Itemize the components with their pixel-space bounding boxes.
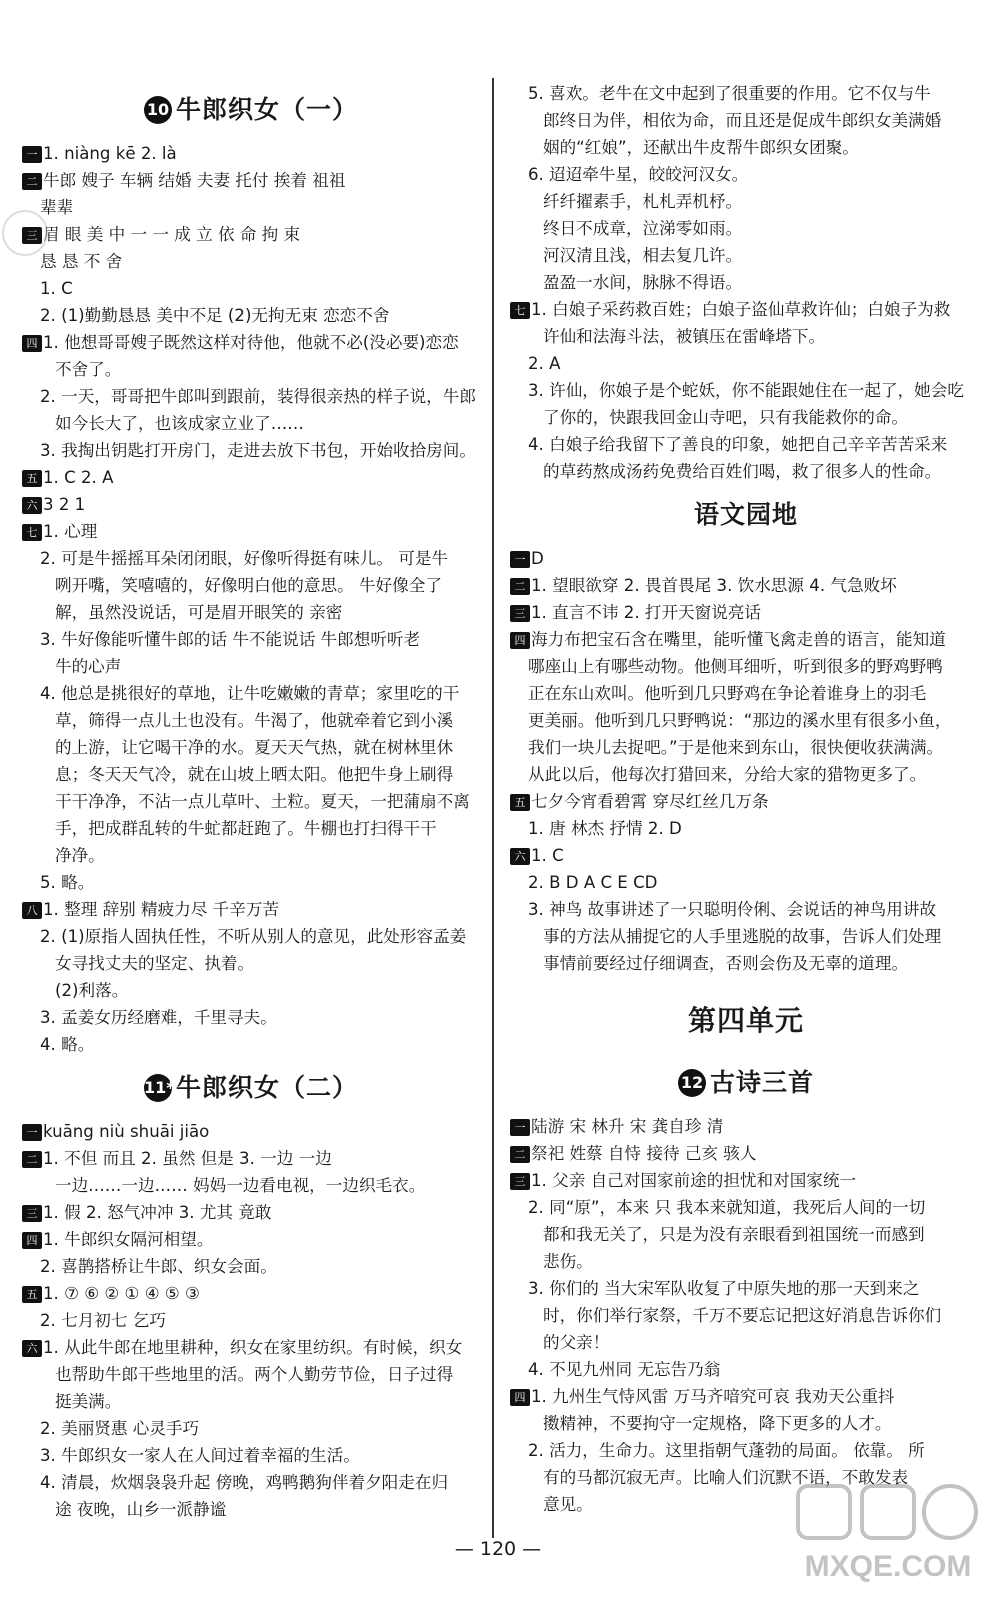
- answer-line: [22, 1496, 480, 1523]
- answer-line: [22, 1469, 480, 1496]
- section-title: [510, 495, 982, 531]
- answer-line: [22, 1388, 480, 1415]
- column-divider: [492, 78, 494, 1538]
- answer-text: 2. 七月初七 乞巧: [40, 1311, 166, 1330]
- question-group-marker: 四: [22, 1232, 42, 1249]
- answer-line: [22, 194, 480, 221]
- answer-line: [22, 1118, 480, 1145]
- answer-text: 事的方法从捕捉它的人手里逃脱的故事，告诉人们处理: [543, 927, 942, 946]
- answer-line: [22, 707, 480, 734]
- answer-text: 祭祀 姓蔡 自恃 接待 己亥 骇人: [531, 1144, 757, 1163]
- answer-line: [510, 350, 982, 377]
- answer-line: [22, 1199, 480, 1226]
- answer-line: [22, 221, 480, 248]
- answer-text: 手，把成群乱转的牛虻都赶跑了。牛棚也打扫得干干: [55, 819, 437, 838]
- question-group-marker: 一: [22, 146, 42, 163]
- answer-line: [22, 680, 480, 707]
- answer-line: [510, 458, 982, 485]
- answer-line: [510, 680, 982, 707]
- answer-text: 我们一块儿去捉吧。”于是他来到东山，很快便收获满满。: [528, 738, 944, 757]
- answer-text: kuāng niù shuāi jiāo: [43, 1122, 210, 1141]
- answer-line: [22, 1253, 480, 1280]
- answer-line: [22, 275, 480, 302]
- answer-line: [510, 1113, 982, 1140]
- answer-text: 2. 可是牛摇摇耳朵闭闭眼，好像听得挺有味儿。 可是牛: [40, 549, 449, 568]
- question-group-marker: 一: [22, 1124, 42, 1141]
- answer-line: [22, 1172, 480, 1199]
- answer-line: [22, 545, 480, 572]
- answer-text: 2. 喜鹊搭桥让牛郎、织女会面。: [40, 1257, 277, 1276]
- answer-line: [22, 1145, 480, 1172]
- question-group-marker: 三: [22, 227, 42, 244]
- answer-text: 净净。: [55, 846, 105, 865]
- answer-line: [510, 1248, 982, 1275]
- answer-text: 正在东山欢叫。他听到几只野鸡在争论着谁身上的羽毛: [528, 684, 927, 703]
- question-group-marker: 一: [510, 551, 530, 568]
- answer-text: 1. ⑦ ⑥ ② ① ④ ⑤ ③: [43, 1284, 200, 1303]
- answer-line: [510, 896, 982, 923]
- answer-text: 1. 望眼欲穿 2. 畏首畏尾 3. 饮水思源 4. 气急败坏: [531, 576, 897, 595]
- answer-line: [22, 140, 480, 167]
- answer-line: [22, 869, 480, 896]
- answer-line: [22, 599, 480, 626]
- answer-line: [510, 323, 982, 350]
- answer-line: [22, 626, 480, 653]
- right-column: [510, 80, 982, 1518]
- answer-text: 1. 唐 林杰 抒情 2. D: [528, 819, 682, 838]
- watermark-text: MXQE.COM: [804, 1550, 972, 1583]
- answer-line: [22, 167, 480, 194]
- answer-line: [510, 1383, 982, 1410]
- answer-line: [510, 188, 982, 215]
- answer-text: 2. (1)勤勤恳恳 美中不足 (2)无拘无束 恋恋不舍: [40, 306, 390, 325]
- answer-text: 3. 孟姜女历经磨难，千里寻夫。: [40, 1008, 277, 1027]
- answer-line: [510, 1437, 982, 1464]
- answer-line: [510, 80, 982, 107]
- answer-text: 擞精神，不要拘守一定规格，降下更多的人才。: [543, 1414, 892, 1433]
- answer-line: [22, 1361, 480, 1388]
- answer-text: 3 2 1: [43, 495, 86, 514]
- answer-line: [22, 356, 480, 383]
- question-group-marker: 五: [22, 470, 42, 487]
- answer-text: 1. C: [531, 846, 564, 865]
- answer-line: [22, 1031, 480, 1058]
- section-title: [22, 90, 480, 126]
- question-group-marker: 二: [22, 1151, 42, 1168]
- section-title-text: 古诗三首: [709, 1068, 814, 1097]
- answer-line: [510, 377, 982, 404]
- answer-line: [510, 950, 982, 977]
- answer-text: 辈辈: [40, 198, 74, 217]
- answer-text: 1. 白娘子采药救百姓；白娘子盗仙草救许仙；白娘子为救: [531, 300, 951, 319]
- answer-line: [510, 869, 982, 896]
- answer-line: [510, 1194, 982, 1221]
- answer-line: [22, 734, 480, 761]
- answer-text: 2. 一天，哥哥把牛郎叫到跟前，装得很亲热的样子说，牛郎: [40, 387, 476, 406]
- question-group-marker: 三: [510, 1173, 530, 1190]
- answer-text: 干干净净，不沾一点儿草叶、土粒。夏天，一把蒲扇不离: [55, 792, 470, 811]
- answer-text: 2. 同“原”，本来 只 我本来就知道，我死后人间的一切: [528, 1198, 926, 1217]
- answer-line: [22, 302, 480, 329]
- answer-text: 1. C 2. A: [43, 468, 114, 487]
- answer-text: 挺美满。: [55, 1392, 122, 1411]
- question-group-marker: 二: [510, 578, 530, 595]
- answer-line: [22, 248, 480, 275]
- answer-line: [510, 1302, 982, 1329]
- answer-text: D: [531, 549, 544, 568]
- answer-line: [22, 1307, 480, 1334]
- answer-text: 1. 牛郎织女隔河相望。: [43, 1230, 214, 1249]
- answer-text: 更美丽。他听到几只野鸭说：“那边的溪水里有很多小鱼，: [528, 711, 952, 730]
- question-group-marker: 六: [22, 1340, 42, 1357]
- answer-text: 河汉清且浅，相去复几许。: [543, 246, 743, 265]
- answer-text: 的父亲！: [543, 1333, 610, 1352]
- answer-text: 有的马都沉寂无声。比喻人们沉默不语，不敢发表: [543, 1468, 909, 1487]
- answer-text: 纤纤擢素手，札札弄机杼。: [543, 192, 743, 211]
- answer-text: 陆游 宋 林升 宋 龚自珍 清: [531, 1117, 724, 1136]
- lesson-number-badge: 12: [678, 1069, 706, 1097]
- answer-line: [510, 707, 982, 734]
- question-group-marker: 四: [510, 1389, 530, 1406]
- answer-text: 5. 略。: [40, 873, 95, 892]
- lesson-number-badge: 10: [144, 96, 172, 124]
- answer-line: [22, 815, 480, 842]
- answer-line: [510, 572, 982, 599]
- answer-text: 4. 不见九州同 无忘告乃翁: [528, 1360, 721, 1379]
- answer-line: [22, 518, 480, 545]
- faded-stamp: [2, 210, 48, 256]
- answer-text: 2. 活力，生命力。这里指朝气蓬勃的局面。 依靠。 所: [528, 1441, 925, 1460]
- answer-text: 1. 九州生气恃风雷 万马齐喑究可哀 我劝天公重抖: [531, 1387, 895, 1406]
- answer-line: [510, 1410, 982, 1437]
- answer-text: 郎终日为伴，相依为命，而且还是促成牛郎织女美满婚: [543, 111, 942, 130]
- answer-line: [510, 761, 982, 788]
- answer-line: [510, 161, 982, 188]
- answer-line: [510, 815, 982, 842]
- page-number: — 120 —: [454, 1538, 542, 1560]
- answer-line: [510, 269, 982, 296]
- question-group-marker: 二: [510, 1146, 530, 1163]
- answer-text: 1. C: [40, 279, 73, 298]
- answer-text: 的草药熬成汤药免费给百姓们喝，救了很多人的性命。: [543, 462, 942, 481]
- answer-line: [22, 491, 480, 518]
- left-column: [22, 80, 480, 1523]
- question-group-marker: 七: [22, 524, 42, 541]
- watermark-logo: [790, 1480, 986, 1590]
- section-title-text: 牛郎织女（一）: [175, 95, 358, 124]
- answer-text: 事情前要经过仔细调查，否则会伤及无辜的道理。: [543, 954, 909, 973]
- answer-text: 时，你们举行家祭，千万不要忘记把这好消息告诉你们: [543, 1306, 942, 1325]
- answer-line: [510, 404, 982, 431]
- answer-line: [510, 431, 982, 458]
- question-group-marker: 五: [510, 794, 530, 811]
- answer-line: [22, 950, 480, 977]
- answer-text: 1. 心理: [43, 522, 98, 541]
- answer-line: [510, 134, 982, 161]
- answer-line: [510, 1167, 982, 1194]
- answer-text: 从此以后，他每次打猎回来，分给大家的猎物更多了。: [528, 765, 927, 784]
- answer-text: 1. 直言不讳 2. 打开天窗说亮话: [531, 603, 762, 622]
- answer-text: 3. 神鸟 故事讲述了一只聪明伶俐、会说话的神鸟用讲故: [528, 900, 937, 919]
- question-group-marker: 三: [22, 1205, 42, 1222]
- answer-line: [22, 329, 480, 356]
- answer-text: 牛郎 嫂子 车辆 结婚 夫妻 托付 挨着 祖祖: [43, 171, 346, 190]
- answer-line: [22, 410, 480, 437]
- section-title-text: 语文园地: [693, 500, 798, 529]
- lesson-number-badge: 11*: [144, 1074, 172, 1102]
- answer-line: [510, 923, 982, 950]
- answer-text: 4. 他总是挑很好的草地，让牛吃嫩嫩的青草；家里吃的干: [40, 684, 460, 703]
- question-group-marker: 四: [510, 632, 530, 649]
- answer-text: 1. 假 2. 怒气冲冲 3. 尤其 竟敢: [43, 1203, 272, 1222]
- answer-text: 5. 喜欢。老牛在文中起到了很重要的作用。它不仅与牛: [528, 84, 931, 103]
- answer-line: [22, 842, 480, 869]
- answer-text: 的上游，让它喝干净的水。夏天天气热，就在树林里休: [55, 738, 454, 757]
- answer-text: 许仙和法海斗法，被镇压在雷峰塔下。: [543, 327, 826, 346]
- answer-text: 姻的“红娘”，还献出牛皮帮牛郎织女团聚。: [543, 138, 859, 157]
- answer-line: [510, 1275, 982, 1302]
- section-title-text: 第四单元: [687, 1004, 804, 1037]
- answer-line: [22, 923, 480, 950]
- answer-line: [22, 1004, 480, 1031]
- answer-line: [510, 653, 982, 680]
- question-group-marker: 八: [22, 902, 42, 919]
- answer-text: 1. niàng kē 2. là: [43, 144, 177, 163]
- answer-text: 哪座山上有哪些动物。他侧耳细听，听到很多的野鸡野鸭: [528, 657, 943, 676]
- answer-text: 4. 清晨，炊烟袅袅升起 傍晚，鸡鸭鹅狗伴着夕阳走在归: [40, 1473, 449, 1492]
- question-group-marker: 四: [22, 335, 42, 352]
- answer-line: [510, 1329, 982, 1356]
- answer-line: [510, 842, 982, 869]
- answer-text: 3. 你们的 当大宋军队收复了中原失地的那一天到来之: [528, 1279, 920, 1298]
- answer-text: 不舍了。: [55, 360, 122, 379]
- answer-line: [22, 464, 480, 491]
- answer-text: 意见。: [543, 1495, 593, 1514]
- answer-line: [510, 1356, 982, 1383]
- answer-text: 盈盈一水间，脉脉不得语。: [543, 273, 743, 292]
- answer-text: 恳 恳 不 舍: [40, 252, 123, 271]
- answer-line: [510, 788, 982, 815]
- answer-line: [510, 545, 982, 572]
- answer-line: [22, 1442, 480, 1469]
- question-group-marker: 二: [22, 173, 42, 190]
- answer-text: 了你的，快跟我回金山寺吧，只有我能救你的命。: [543, 408, 909, 427]
- answer-line: [22, 383, 480, 410]
- answer-line: [510, 215, 982, 242]
- answer-text: 4. 白娘子给我留下了善良的印象，她把自己辛辛苦苦采来: [528, 435, 948, 454]
- answer-text: 眉 眼 美 中 一 一 成 立 依 命 拘 束: [43, 225, 301, 244]
- answer-line: [22, 572, 480, 599]
- answer-line: [22, 1280, 480, 1307]
- question-group-marker: 三: [510, 605, 530, 622]
- answer-line: [510, 626, 982, 653]
- answer-text: 2. 美丽贤惠 心灵手巧: [40, 1419, 200, 1438]
- answer-line: [22, 896, 480, 923]
- answer-text: 3. 许仙，你娘子是个蛇妖，你不能跟她住在一起了，她会吃: [528, 381, 964, 400]
- answer-text: 3. 牛好像能听懂牛郎的话 牛不能说话 牛郎想听听老: [40, 630, 421, 649]
- answer-line: [510, 1140, 982, 1167]
- answer-line: [22, 788, 480, 815]
- section-title: [22, 1068, 480, 1104]
- answer-text: 草，筛得一点儿土也没有。牛渴了，他就牵着它到小溪: [55, 711, 454, 730]
- answer-text: 息；冬天天气冷，就在山坡上晒太阳。他把牛身上刷得: [55, 765, 454, 784]
- answer-text: 终日不成章，泣涕零如雨。: [543, 219, 743, 238]
- answer-text: 牛的心声: [55, 657, 122, 676]
- answer-text: 海力布把宝石含在嘴里，能听懂飞禽走兽的语言，能知道: [531, 630, 946, 649]
- unit-title: [510, 999, 982, 1039]
- answer-text: 3. 牛郎织女一家人在人间过着幸福的生活。: [40, 1446, 360, 1465]
- answer-text: 如今长大了，也该成家立业了……: [55, 414, 304, 433]
- answer-text: 1. 不但 而且 2. 虽然 但是 3. 一边 一边: [43, 1149, 332, 1168]
- answer-text: 途 夜晚，山乡一派静谧: [55, 1500, 227, 1519]
- answer-text: (2)利落。: [55, 981, 129, 1000]
- question-group-marker: 五: [22, 1286, 42, 1303]
- answer-text: 4. 略。: [40, 1035, 95, 1054]
- answer-line: [510, 107, 982, 134]
- answer-text: 1. 他想哥哥嫂子既然这样对待他，他就不必(没必要)恋恋: [43, 333, 459, 352]
- answer-line: [22, 977, 480, 1004]
- answer-line: [510, 296, 982, 323]
- answer-text: 1. 父亲 自己对国家前途的担忧和对国家统一: [531, 1171, 857, 1190]
- question-group-marker: 六: [22, 497, 42, 514]
- answer-text: 3. 我掏出钥匙打开房门，走进去放下书包，开始收拾房间。: [40, 441, 476, 460]
- answer-text: 都和我无关了，只是为没有亲眼看到祖国统一而感到: [543, 1225, 925, 1244]
- answer-text: 1. 整理 辞别 精疲力尽 千辛万苦: [43, 900, 280, 919]
- answer-text: 七夕今宵看碧霄 穿尽红丝几万条: [531, 792, 769, 811]
- answer-text: 也帮助牛郎干些地里的活。两个人勤劳节俭，日子过得: [55, 1365, 454, 1384]
- answer-text: 解，虽然没说话，可是眉开眼笑的 亲密: [55, 603, 343, 622]
- question-group-marker: 六: [510, 848, 530, 865]
- answer-text: 2. A: [528, 354, 561, 373]
- answer-text: 6. 迢迢牵牛星，皎皎河汉女。: [528, 165, 749, 184]
- answer-line: [22, 437, 480, 464]
- answer-text: 2. B D A C E CD: [528, 873, 658, 892]
- answer-text: 咧开嘴，笑嘻嘻的，好像明白他的意思。 牛好像全了: [55, 576, 442, 595]
- answer-line: [22, 653, 480, 680]
- answer-line: [510, 242, 982, 269]
- answer-line: [22, 1415, 480, 1442]
- answer-line: [510, 1221, 982, 1248]
- question-group-marker: 七: [510, 302, 530, 319]
- answer-line: [510, 599, 982, 626]
- answer-text: 1. 从此牛郎在地里耕种，织女在家里纺织。有时候，织女: [43, 1338, 463, 1357]
- answer-text: 悲伤。: [543, 1252, 593, 1271]
- answer-text: 一边……一边…… 妈妈一边看电视，一边织毛衣。: [55, 1176, 426, 1195]
- answer-line: [22, 1226, 480, 1253]
- section-title: [510, 1063, 982, 1099]
- answer-line: [22, 761, 480, 788]
- section-title-text: 牛郎织女（二）: [175, 1073, 358, 1102]
- answer-line: [22, 1334, 480, 1361]
- question-group-marker: 一: [510, 1119, 530, 1136]
- answer-line: [510, 734, 982, 761]
- answer-text: 2. (1)原指人固执任性，不听从别人的意见，此处形容孟姜: [40, 927, 467, 946]
- answer-text: 女寻找丈夫的坚定、执着。: [55, 954, 255, 973]
